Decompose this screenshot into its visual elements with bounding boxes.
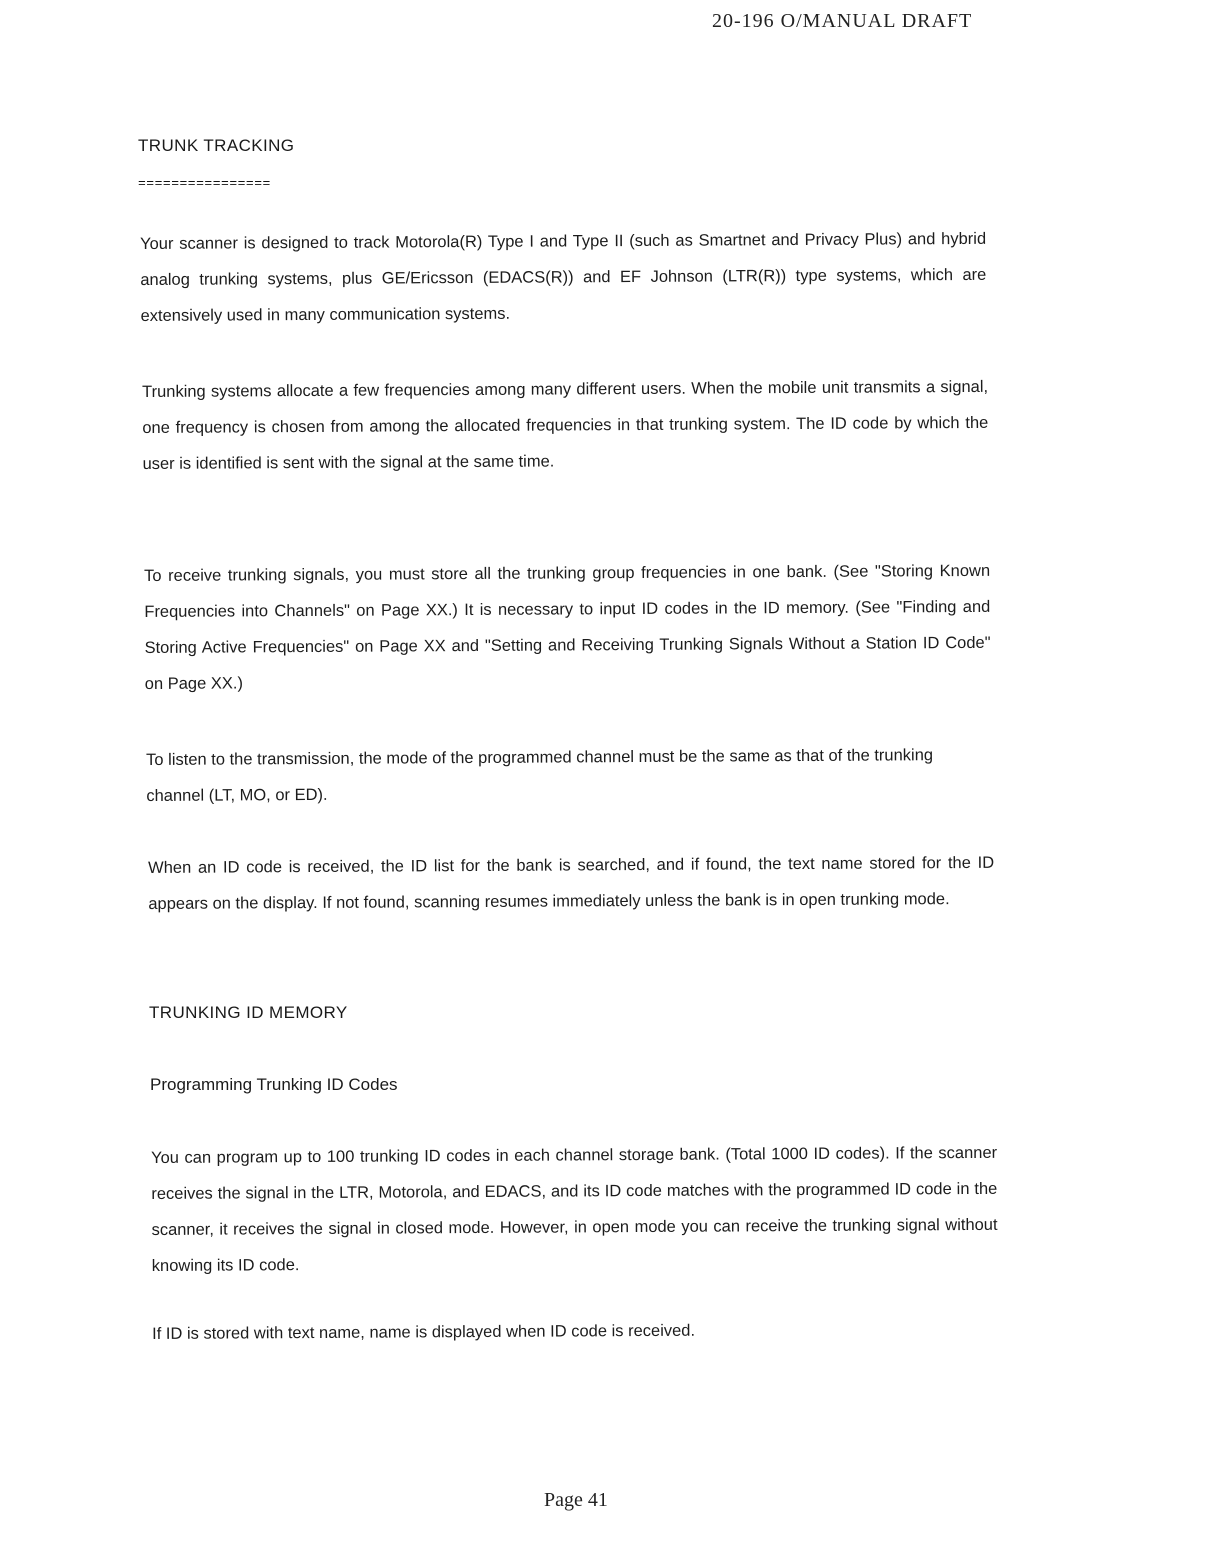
paragraph-intro: Your scanner is designed to track Motorola(R) Type I and Type II (such as Smartnet and Privacy Plus) and hybrid analog trunking systems, plus GE/Ericsson (EDACS(R)) and EF Johnson (LTR(R)) type systems, which are extensively used in many communication systems.	[140, 229, 987, 325]
subsection-title: TRUNKING ID MEMORY	[149, 1003, 348, 1022]
paragraph-listen-mode: To listen to the transmission, the mode of the programmed channel must be the same as that of the trunking channel (LT, MO, or ED).	[146, 746, 934, 805]
paragraph-text-name: If ID is stored with text name, name is displayed when ID code is received.	[152, 1321, 696, 1343]
section-title-underline: ================	[138, 176, 271, 191]
paragraph-trunking-systems: Trunking systems allocate a few frequencies among many different users. When the mobile unit transmits a signal, one frequency is chosen from among the allocated frequencies in that trunking system. The ID code by which the user is identified is sent with the signal at the same time.	[142, 377, 989, 473]
draft-header: 20-196 O/MANUAL DRAFT	[712, 10, 973, 32]
paragraph-id-received: When an ID code is received, the ID list for the bank is searched, and if found, the text name stored for the ID appears on the display. If not found, scanning resumes immediately unless the bank is in open trunking mode.	[148, 853, 995, 913]
section-title: TRUNK TRACKING	[138, 136, 295, 155]
paragraph-program-id-codes: You can program up to 100 trunking ID codes in each channel storage bank. (Total 1000 ID codes). If the scanner receives the signal in the LTR, Motorola, and EDACS, and its ID code matches with the programmed ID code in the scanner, it receives the signal in closed mode. However, in open mode you can receive the trunking signal without knowing its ID code.	[151, 1143, 998, 1275]
subsection-subtitle: Programming Trunking ID Codes	[150, 1075, 398, 1094]
page-number: Page 41	[544, 1489, 608, 1511]
paragraph-receive-trunking: To receive trunking signals, you must store all the trunking group frequencies in one bank. (See "Storing Known Frequencies into Channels" on Page XX.) It is necessary to input ID codes in the ID memory. (See "Finding and Storing Active Frequencies" on Page XX and "Setting and Receiving Trunking Signals Without a Station ID Code" on Page XX.)	[144, 561, 991, 693]
